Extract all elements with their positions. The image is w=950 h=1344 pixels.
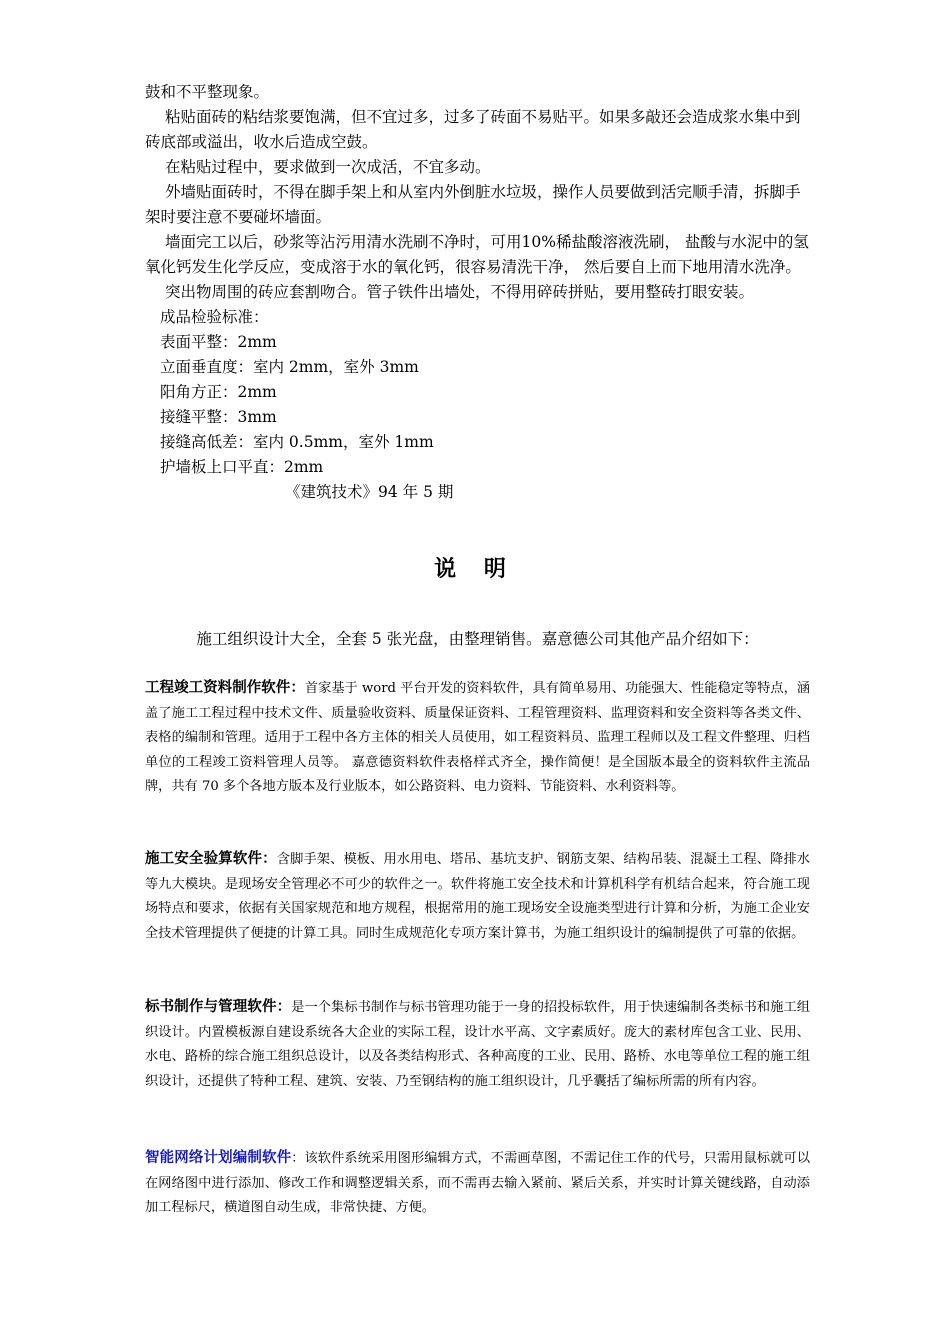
article-body <box>145 80 810 505</box>
article-paragraph: 鼓和不平整现象。 <box>145 83 270 101</box>
notice-intro: 施工组织设计大全，全套 5 张光盘，由整理销售。嘉意德公司其他产品介绍如下： <box>196 630 759 648</box>
standard-item: 表面平整：2mm <box>160 333 277 351</box>
article-source: 《建筑技术》94 年 5 期 <box>285 483 454 501</box>
standard-item: 接缝平整：3mm <box>160 408 277 426</box>
product-description: 是一个集标书制作与标书管理功能于一身的招投标软件，用于快速编制各类标书和施工组织设计。内置模板源自建设系统各大企业的实际工程，设计水平高、文字素质好。庞大的素材库包含工业、民用、水电、路桥的综合施工组织总设计，以及各类结构形式、各种高度的工业、民用、路桥、水电等单位工程的施工组织设计，还提供了特种工程、建筑、安装、乃至钢结构的施工组织设计，几乎囊括了编标所需的所有内容。 <box>145 1000 810 1089</box>
article-paragraph: 在粘贴过程中，要求做到一次成活，不宜多动。 <box>165 158 491 176</box>
product-entry <box>145 847 810 946</box>
standard-item: 立面垂直度：室内 2mm，室外 3mm <box>160 358 419 376</box>
product-description: 该软件系统采用图形编辑方式，不需画草图，不需记住工作的代号，只需用鼠标就可以在网络图中进行添加、修改工作和调整逻辑关系，而不需再去输入紧前、紧后关系，并实时计算关键线路，自动添加工程标尺，横道图自动生成，非常快捷、方便。 <box>145 1151 811 1215</box>
standard-item: 阳角方正：2mm <box>160 383 277 401</box>
article-paragraph: 墙面完工以后，砂浆等沾污用清水洗刷不净时，可用10%稀盐酸溶液洗刷， 盐酸与水泥中的氢氧化钙发生化学反应，变成溶于水的氧化钙，很容易清洗干净， 然后要自上而下地用清水洗净。 <box>145 233 809 276</box>
product-entry <box>145 995 810 1094</box>
product-description: 首家基于 word 平台开发的资料软件，具有简单易用、功能强大、性能稳定等特点，涵盖了施工工程过程中技术文件、质量验收资料、质量保证资料、工程管理资料、监理资料和安全资料等各类文件、表格的编制和管理。适用于工程中各方主体的相关人员使用，如工程资料员、监理工程师以及工程文件整理、归档单位的工程竣工资料管理人员等。 嘉意德资料软件表格样式齐全，操作简便！是全国版本最全的资料软件主流品牌，共有 70 多个各地方版本及行业版本，如公路资料、电力资料、节能资料、水利资料等。 <box>145 681 811 794</box>
article-paragraph: 外墙贴面砖时，不得在脚手架上和从室内外倒脏水垃圾，操作人员要做到活完顺手清，拆脚手架时要注意不要碰坏墙面。 <box>145 183 801 226</box>
product-name-colon: ： <box>291 1151 305 1166</box>
standard-item: 接缝高低差：室内 0.5mm，室外 1mm <box>160 433 434 451</box>
product-name: 工程竣工资料制作软件： <box>145 680 305 696</box>
notice-title: 说 明 <box>434 557 516 582</box>
article-paragraph: 突出物周围的砖应套割吻合。管子铁件出墙处，不得用碎砖拼贴，要用整砖打眼安装。 <box>165 283 755 301</box>
article-paragraph: 粘贴面砖的粘结浆要饱满，但不宜过多，过多了砖面不易贴平。如果多敲还会造成浆水集中到砖底部或溢出，收水后造成空鼓。 <box>145 108 801 151</box>
product-name: 智能网络计划编制软件 <box>145 1150 292 1166</box>
standards-heading: 成品检验标准： <box>160 308 269 326</box>
product-name: 标书制作与管理软件： <box>145 999 292 1015</box>
standard-item: 护墙板上口平直：2mm <box>160 458 324 476</box>
product-entry <box>145 676 810 800</box>
product-entry <box>145 1146 810 1221</box>
product-name: 施工安全验算软件： <box>145 851 277 867</box>
product-description: 含脚手架、模板、用水用电、塔吊、基坑支护、钢筋支架、结构吊装、混凝土工程、降排水等九大模块。是现场安全管理必不可少的软件之一。软件将施工安全技术和计算机科学有机结合起来，符合施工现场特点和要求，依据有关国家规范和地方规程，根据常用的施工现场安全设施类型进行计算和分析，为施工企业安全技术管理提供了便捷的计算工具。同时生成规范化专项方案计算书，为施工组织设计的编制提供了可靠的依据。 <box>145 852 810 941</box>
